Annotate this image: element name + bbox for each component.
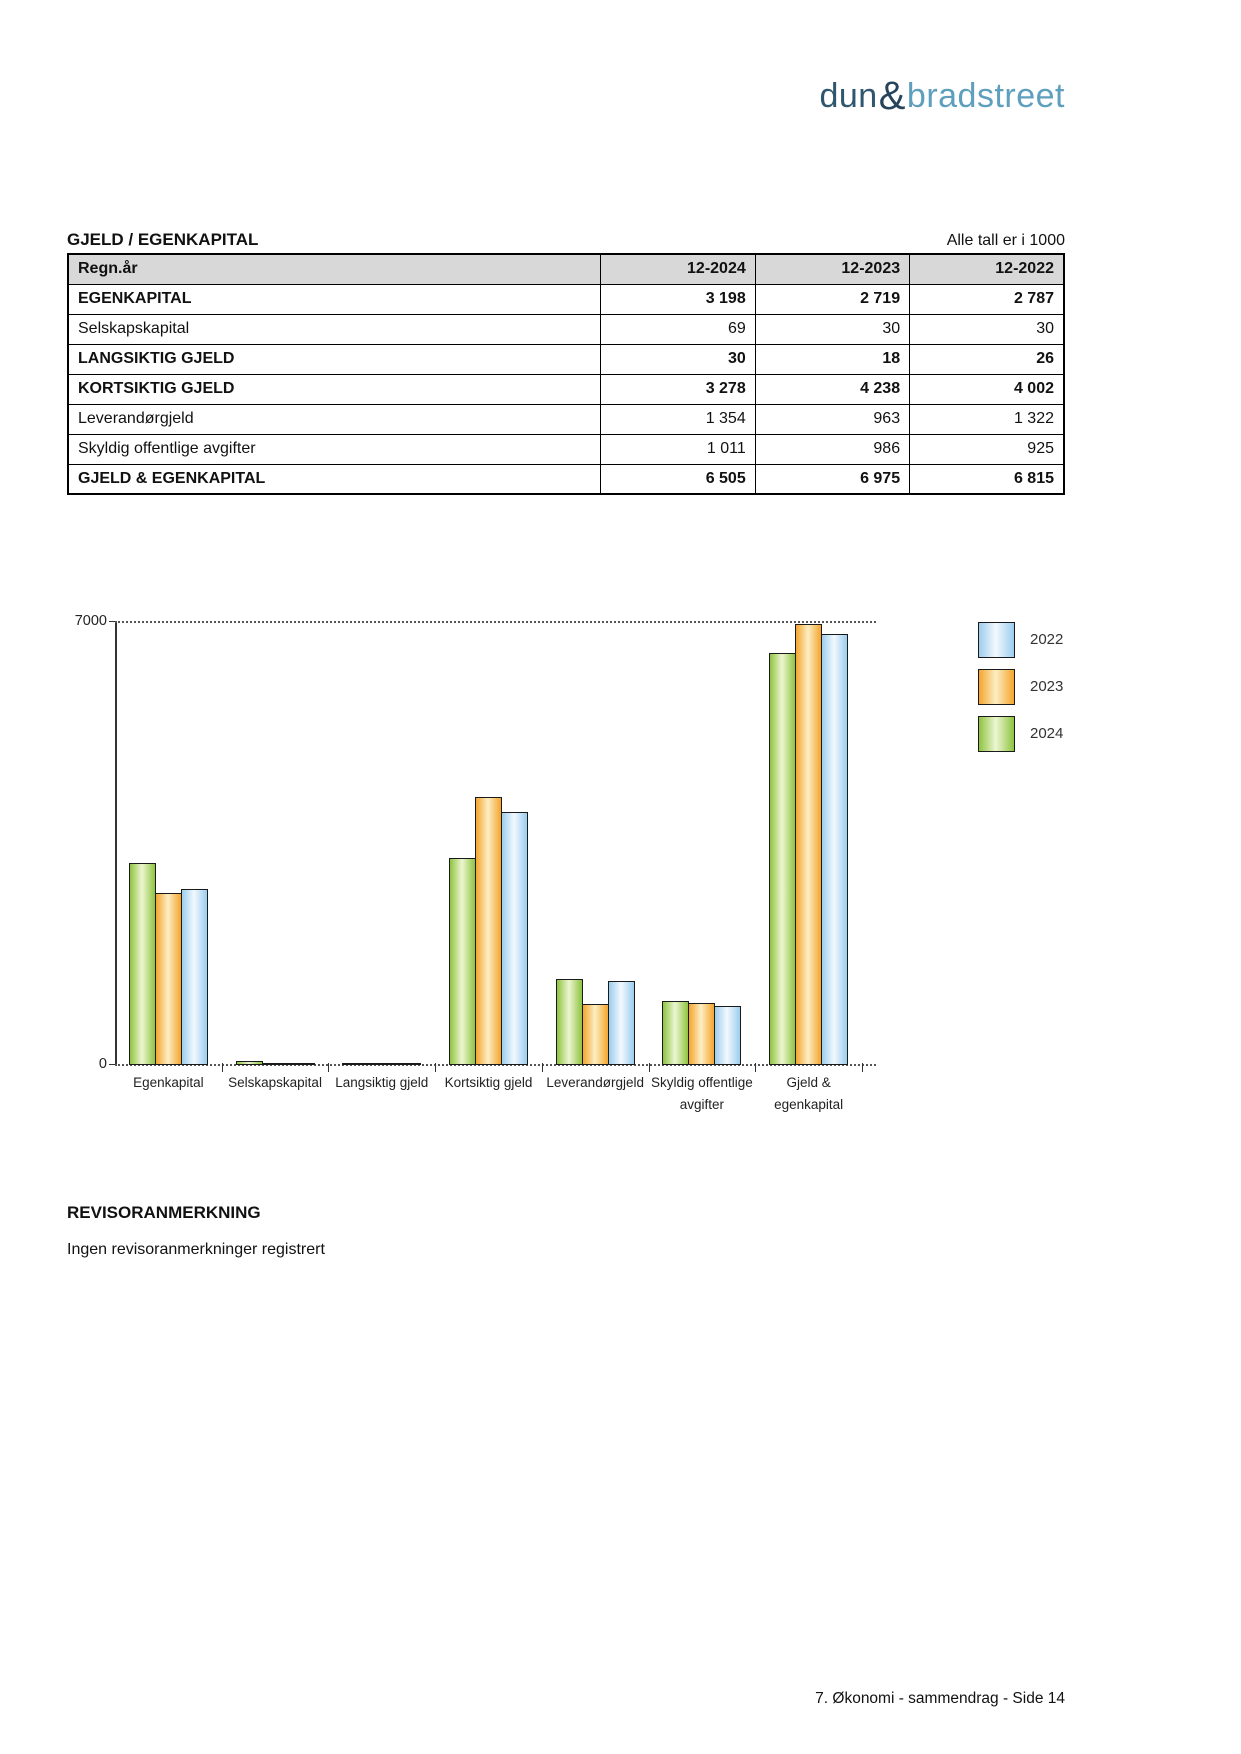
gjeld-egenkapital-table [67, 253, 1065, 495]
legend-swatch-2023 [978, 669, 1015, 705]
bar-2022-kortsiktig-gjeld [501, 812, 528, 1065]
cell-value: 30 [601, 344, 755, 374]
legend-swatch-2024 [978, 716, 1015, 752]
cell-value: 18 [755, 344, 909, 374]
row-label: GJELD & EGENKAPITAL [68, 464, 601, 494]
row-label: KORTSIKTIG GJELD [68, 374, 601, 404]
x-category-label [435, 1072, 542, 1094]
y-tick-label: 7000 [74, 613, 107, 629]
bar-2022-leverand-rgjeld [608, 981, 635, 1065]
bar-2023-selskapskapital [262, 1063, 289, 1065]
bar-2022-gjeld-egenkapital [821, 634, 848, 1065]
y-tick-mark [109, 1064, 115, 1065]
table-row-gjeld-egenkapital-total [68, 464, 1064, 494]
bar-2024-gjeld-egenkapital [769, 653, 796, 1065]
x-category-label-line: Skyldig offentlige [651, 1075, 753, 1090]
x-category-label [328, 1072, 435, 1094]
y-axis-line [115, 622, 117, 1065]
x-tick-mark [542, 1063, 543, 1072]
x-axis-dotted-baseline [115, 1064, 876, 1066]
cell-value: 3 278 [601, 374, 755, 404]
x-category-label [542, 1072, 649, 1094]
x-category-label-line: egenkapital [774, 1097, 844, 1112]
x-category-label-line: Leverandørgjeld [546, 1075, 644, 1090]
cell-value: 2 719 [755, 284, 909, 314]
x-category-label [755, 1072, 862, 1116]
x-category-label-line: Selskapskapital [228, 1075, 322, 1090]
cell-value: 6 815 [910, 464, 1064, 494]
bar-2023-egenkapital [155, 893, 182, 1065]
bar-2023-kortsiktig-gjeld [475, 797, 502, 1065]
bar-2022-langsiktig-gjeld [394, 1063, 421, 1065]
cell-value: 69 [601, 314, 755, 344]
gridline-7000 [115, 621, 876, 623]
cell-value: 986 [755, 434, 909, 464]
section-title: GJELD / EGENKAPITAL [67, 230, 259, 249]
table-header-row [68, 254, 1064, 284]
col-header-12-2024: 12-2024 [601, 254, 755, 284]
cell-value: 1 322 [910, 404, 1064, 434]
col-header-regnar: Regn.år [68, 254, 601, 284]
bar-2023-skyldig-offentlige-avgifter [688, 1003, 715, 1065]
cell-value: 4 002 [910, 374, 1064, 404]
x-tick-mark [222, 1063, 223, 1072]
x-category-label-line: Gjeld & [786, 1075, 831, 1090]
cell-value: 2 787 [910, 284, 1064, 314]
table-row-kortsiktig-gjeld [68, 374, 1064, 404]
x-category-label [649, 1072, 756, 1116]
cell-value: 4 238 [755, 374, 909, 404]
cell-value: 6 505 [601, 464, 755, 494]
section-title-row [67, 220, 1065, 250]
cell-value: 30 [755, 314, 909, 344]
dun-bradstreet-logo [819, 72, 1065, 117]
bar-2022-selskapskapital [288, 1063, 315, 1065]
bar-2022-egenkapital [181, 889, 208, 1065]
x-tick-mark [649, 1063, 650, 1072]
row-label: EGENKAPITAL [68, 284, 601, 314]
x-category-label-line: Langsiktig gjeld [335, 1075, 429, 1090]
revisor-heading: REVISORANMERKNING [67, 1203, 261, 1222]
units-note: Alle tall er i 1000 [946, 232, 1065, 249]
legend-label-2023: 2023 [1030, 678, 1064, 695]
legend-swatch-2022 [978, 622, 1015, 658]
table-row-egenkapital [68, 284, 1064, 314]
col-header-12-2023: 12-2023 [755, 254, 909, 284]
x-tick-mark [862, 1063, 863, 1072]
cell-value: 1 011 [601, 434, 755, 464]
bar-2023-gjeld-egenkapital [795, 624, 822, 1065]
table-row-selskapskapital [68, 314, 1064, 344]
row-label: Skyldig offentlige avgifter [68, 434, 601, 464]
cell-value: 925 [910, 434, 1064, 464]
x-category-label [222, 1072, 329, 1094]
cell-value: 963 [755, 404, 909, 434]
table-row-leverandorgjeld [68, 404, 1064, 434]
bar-2023-leverand-rgjeld [582, 1004, 609, 1065]
cell-value: 30 [910, 314, 1064, 344]
table-row-skyldig-offentlige-avgifter [68, 434, 1064, 464]
ampersand-icon: & [878, 74, 906, 118]
row-label: LANGSIKTIG GJELD [68, 344, 601, 374]
logo-text-bradstreet: bradstreet [906, 77, 1065, 115]
y-tick-label: 0 [98, 1056, 107, 1072]
cell-value: 1 354 [601, 404, 755, 434]
x-category-label [115, 1072, 222, 1094]
x-category-label-line: Egenkapital [133, 1075, 204, 1090]
bar-2024-leverand-rgjeld [556, 979, 583, 1065]
row-label: Selskapskapital [68, 314, 601, 344]
bar-2023-langsiktig-gjeld [368, 1063, 395, 1065]
bar-2024-kortsiktig-gjeld [449, 858, 476, 1065]
legend-label-2024: 2024 [1030, 725, 1064, 742]
cell-value: 26 [910, 344, 1064, 374]
logo-text-dun: dun [819, 77, 878, 115]
cell-value: 3 198 [601, 284, 755, 314]
x-tick-mark [328, 1063, 329, 1072]
y-tick-mark [109, 621, 115, 622]
bar-2022-skyldig-offentlige-avgifter [714, 1006, 741, 1065]
table-row-langsiktig-gjeld [68, 344, 1064, 374]
bar-2024-langsiktig-gjeld [342, 1063, 369, 1065]
page-footer: 7. Økonomi - sammendrag - Side 14 [815, 1690, 1065, 1707]
x-category-label-line: avgifter [679, 1097, 725, 1112]
x-tick-mark [755, 1063, 756, 1072]
bar-2024-selskapskapital [236, 1061, 263, 1065]
legend-label-2022: 2022 [1030, 631, 1064, 648]
x-category-label-line: Kortsiktig gjeld [444, 1075, 533, 1090]
revisor-note: Ingen revisoranmerkninger registrert [67, 1241, 325, 1258]
cell-value: 6 975 [755, 464, 909, 494]
col-header-12-2022: 12-2022 [910, 254, 1064, 284]
x-tick-mark [435, 1063, 436, 1072]
row-label: Leverandørgjeld [68, 404, 601, 434]
bar-2024-egenkapital [129, 863, 156, 1065]
bar-2024-skyldig-offentlige-avgifter [662, 1001, 689, 1065]
